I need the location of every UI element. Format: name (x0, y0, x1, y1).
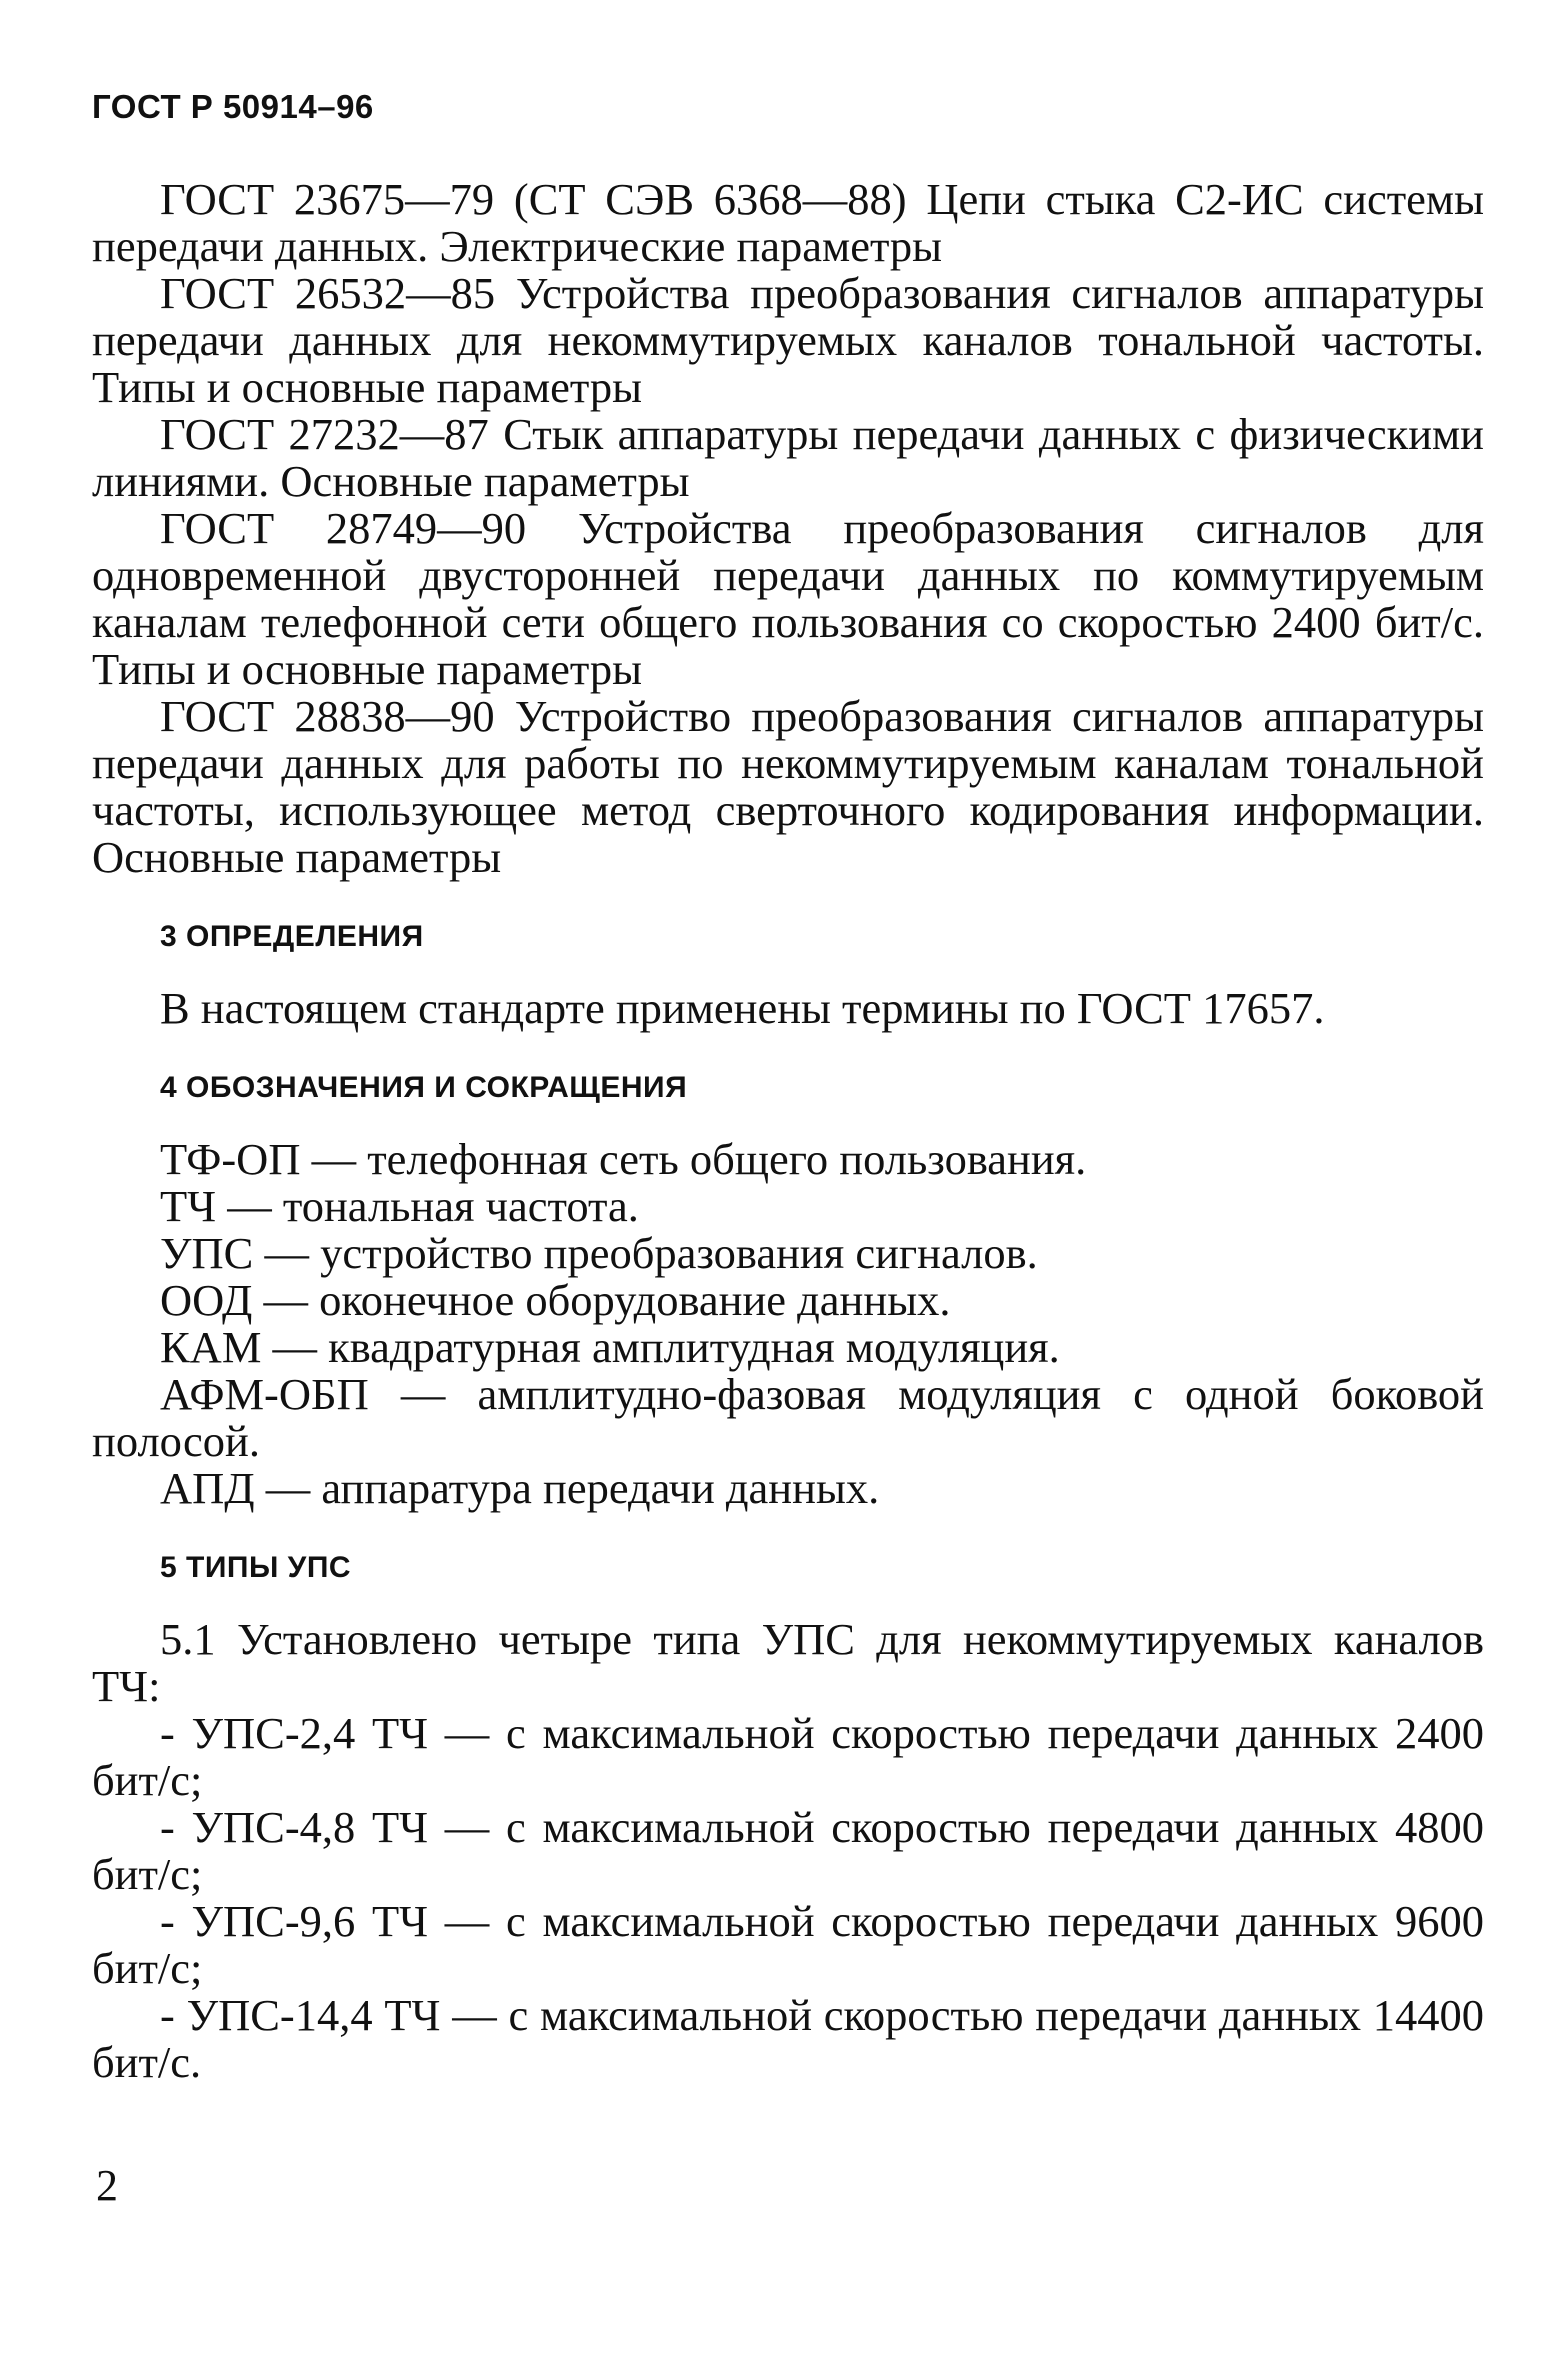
type-item: - УПС-4,8 ТЧ — с максимальной скоростью передачи данных 4800 бит/с; (92, 1802, 1484, 1899)
type-item: - УПС-14,4 ТЧ — с максимальной скоростью передачи данных 14400 бит/с. (92, 1990, 1484, 2087)
reference-item: ГОСТ 23675—79 (СТ СЭВ 6368—88) Цепи стыка С2-ИС системы передачи данных. Электрические параметры (92, 174, 1484, 271)
abbreviation-item: АФМ-ОБП — амплитудно-фазовая модуляция с одной боковой полосой. (92, 1369, 1484, 1466)
section-heading-types: 5 ТИПЫ УПС (160, 1551, 352, 1584)
reference-item: ГОСТ 28838—90 Устройство преобразования сигналов аппаратуры передачи данных для работы по некоммутируемым каналам тональной частоты, использующее метод сверточного кодирования информации. Основные параметры (92, 691, 1484, 882)
page-content (92, 176, 1484, 2086)
abbreviation-item: АПД — аппаратура передачи данных. (160, 1463, 880, 1513)
references-list (92, 176, 1484, 881)
running-header: ГОСТ Р 50914–96 (92, 88, 374, 125)
types-list (92, 1710, 1484, 2086)
abbreviation-item: ТЧ — тональная частота. (160, 1181, 639, 1231)
reference-item: ГОСТ 27232—87 Стык аппаратуры передачи данных с физическими линиями. Основные параметры (92, 409, 1484, 506)
abbreviation-item: ТФ-ОП — телефонная сеть общего пользования. (160, 1134, 1087, 1184)
types-intro: 5.1 Установлено четыре типа УПС для некоммутируемых каналов ТЧ: (92, 1614, 1484, 1711)
abbreviations-list (92, 1136, 1484, 1512)
section-heading-abbreviations: 4 ОБОЗНАЧЕНИЯ И СОКРАЩЕНИЯ (160, 1071, 688, 1104)
abbreviation-item: УПС — устройство преобразования сигналов. (160, 1228, 1038, 1278)
definitions-text: В настоящем стандарте применены термины по ГОСТ 17657. (160, 983, 1325, 1033)
type-item: - УПС-9,6 ТЧ — с максимальной скоростью передачи данных 9600 бит/с; (92, 1896, 1484, 1993)
page-number: 2 (96, 2161, 118, 2210)
abbreviation-item: КАМ — квадратурная амплитудная модуляция. (160, 1322, 1060, 1372)
reference-item: ГОСТ 26532—85 Устройства преобразования сигналов аппаратуры передачи данных для некоммутируемых каналов тональной частоты. Типы и основные параметры (92, 268, 1484, 412)
reference-item: ГОСТ 28749—90 Устройства преобразования сигналов для одновременной двусторонней передачи данных по коммутируемым каналам телефонной сети общего пользования со скоростью 2400 бит/с. Типы и основные параметры (92, 503, 1484, 694)
abbreviation-item: ООД — оконечное оборудование данных. (160, 1275, 951, 1325)
section-heading-definitions: 3 ОПРЕДЕЛЕНИЯ (160, 920, 424, 953)
type-item: - УПС-2,4 ТЧ — с максимальной скоростью передачи данных 2400 бит/с; (92, 1708, 1484, 1805)
